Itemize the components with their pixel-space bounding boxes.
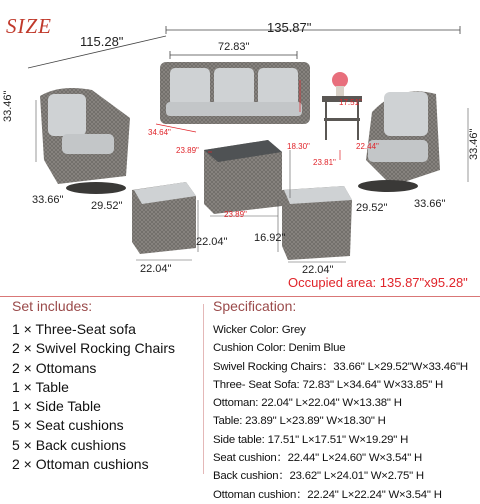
include-item: 5 × Back cushions <box>12 436 127 453</box>
include-item: 1 × Table <box>12 378 69 395</box>
right-ottoman-height-label: 16.92" <box>254 232 286 244</box>
right-chair-depth-label: 33.66" <box>414 198 446 210</box>
spec-line: Ottoman cushion：22.24" L×22.24" W×3.54" H <box>213 488 442 501</box>
include-item: 1 × Three-Seat sofa <box>12 321 136 337</box>
table-top-label: 23.89" <box>176 146 199 155</box>
spec-line: Three- Seat Sofa: 72.83" L×34.64" W×33.85" H <box>213 378 444 391</box>
overall-depth-label: 115.28" <box>80 34 124 49</box>
seat-cushion-b-label: 23.81" <box>313 158 336 167</box>
include-item: 2 × Ottomans <box>12 359 97 376</box>
column-divider <box>203 304 204 474</box>
spec-line: Side table: 17.51" L×17.51" W×19.29" H <box>213 433 409 446</box>
occupied-area: Occupied area: 135.87"x95.28" <box>288 275 468 290</box>
specification-title: Specification: <box>213 298 297 314</box>
sofa-width-label: 72.83" <box>218 41 250 53</box>
left-chair-illustration <box>40 88 130 194</box>
includes-title: Set includes: <box>12 298 93 314</box>
section-divider <box>0 296 480 297</box>
left-ottoman-depth-label: 22.04" <box>196 236 228 248</box>
include-item: 2 × Ottoman cushions <box>12 456 149 473</box>
right-ottoman-illustration <box>282 186 352 260</box>
spec-line: Back cushion：23.62" L×24.01" W×2.75" H <box>213 470 424 483</box>
include-item: 1 × Side Table <box>12 398 101 415</box>
left-chair-width-label: 29.52" <box>91 200 123 212</box>
left-chair-depth-label: 33.66" <box>32 194 64 206</box>
spec-line: Swivel Rocking Chairs：33.66" L×29.52"W×33.46"H <box>213 360 468 373</box>
seat-cushion-label: 22.44" <box>356 142 379 151</box>
sofa-cushion-label: 34.64" <box>148 128 171 137</box>
sofa-illustration <box>160 62 310 124</box>
right-chair-width-label: 29.52" <box>356 202 388 214</box>
left-ottoman-illustration <box>132 182 196 254</box>
table-height-label: 18.30" <box>287 142 310 151</box>
right-chair-height-label: 33.46" <box>468 128 480 160</box>
table-bottom-label: 23.89" <box>224 210 247 219</box>
overall-width-label: 135.87" <box>267 20 312 35</box>
spec-line: Wicker Color: Grey <box>213 324 306 336</box>
side-table-label: 17.51" <box>339 98 362 107</box>
includes-list <box>12 320 175 474</box>
spec-line: Seat cushion：22.44" L×24.60" W×3.54" H <box>213 452 423 465</box>
specification-list <box>213 321 468 504</box>
spec-line: Ottoman: 22.04" L×22.04" W×13.38" H <box>213 397 402 410</box>
include-item: 2 × Swivel Rocking Chairs <box>12 340 176 357</box>
spec-line: Cushion Color: Denim Blue <box>213 342 346 355</box>
coffee-table-illustration <box>204 140 282 214</box>
right-ottoman-width-label: 22.04" <box>302 264 334 276</box>
left-chair-height-label: 33.46" <box>2 90 14 122</box>
size-label: SIZE <box>6 14 52 38</box>
left-ottoman-width-label: 22.04" <box>140 263 172 275</box>
spec-line: Table: 23.89" L×23.89" W×18.30" H <box>213 415 386 428</box>
include-item: 5 × Seat cushions <box>12 417 124 434</box>
